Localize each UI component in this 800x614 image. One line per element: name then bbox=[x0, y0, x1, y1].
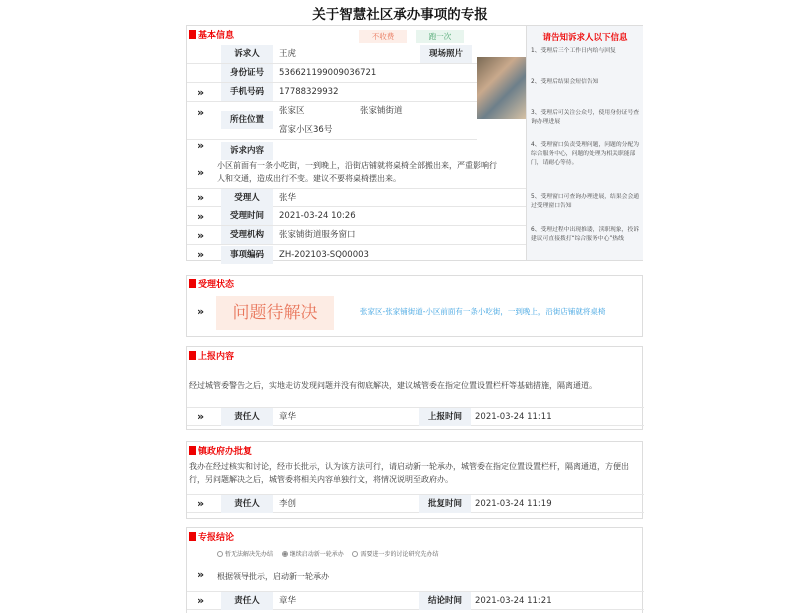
row-address bbox=[187, 102, 477, 140]
label-address: 所住位置 bbox=[221, 111, 273, 129]
expand-arrow[interactable]: » bbox=[197, 228, 205, 242]
row-applicant bbox=[187, 45, 526, 64]
label-agency: 受理机构 bbox=[221, 226, 273, 244]
label-content: 诉求内容 bbox=[221, 142, 273, 160]
notice-item: 3、受理后可关注公众号，使用身份证号查询办理进展 bbox=[531, 110, 640, 125]
label-phone: 手机号码 bbox=[221, 83, 273, 101]
notice-item: 5、受理窗口可查询办理进展，结果会会通过受理窗口告知 bbox=[531, 194, 640, 209]
expand-arrow[interactable]: » bbox=[197, 248, 205, 261]
row-accept-time bbox=[187, 207, 526, 226]
label-conclusion-time: 结论时间 bbox=[419, 592, 471, 610]
expand-arrow[interactable]: » bbox=[197, 106, 205, 119]
value-street: 张家铺街道 bbox=[360, 106, 403, 116]
row-id bbox=[187, 64, 477, 83]
report-content: 经过城管委警告之后，实地走访发现问题并没有彻底解决，建议城管委在指定位置设置栏杆等基础措施，隔离通道。 bbox=[189, 381, 597, 390]
label-applicant: 诉求人 bbox=[221, 45, 273, 63]
notice-title: 请告知诉求人以下信息 bbox=[542, 33, 628, 43]
label-code: 事项编码 bbox=[221, 246, 273, 264]
conclusion-content: 根据领导批示，启动新一轮承办 bbox=[217, 572, 329, 581]
label-handler: 受理人 bbox=[221, 189, 273, 207]
basic-info-panel bbox=[186, 25, 643, 261]
row-handler bbox=[187, 188, 526, 207]
once-tag: 跑一次 bbox=[416, 30, 464, 43]
label-conclusion-person: 责任人 bbox=[221, 592, 273, 610]
section-report: 上报内容 bbox=[189, 349, 234, 362]
value-code: ZH-202103-SQ00003 bbox=[279, 249, 369, 260]
scene-photo[interactable] bbox=[477, 57, 527, 119]
value-id: 536621199009036721 bbox=[279, 68, 377, 78]
option-close-unresolved[interactable]: 暂无法解决先办结 bbox=[217, 549, 273, 558]
conclusion-options bbox=[217, 549, 444, 560]
value-approval-time: 2021-03-24 11:19 bbox=[475, 498, 552, 509]
option-new-round[interactable]: 继续启动新一轮承办 bbox=[282, 549, 344, 558]
status-panel bbox=[186, 275, 643, 337]
status-summary-link[interactable]: 张家区-张家铺街道-小区前面有一条小吃街，一到晚上，沿街店铺就将桌椅 bbox=[360, 307, 606, 316]
radio-icon bbox=[217, 551, 223, 557]
section-basic-info: 基本信息 bbox=[189, 28, 234, 41]
value-handler: 张华 bbox=[279, 192, 297, 203]
expand-arrow[interactable]: » bbox=[197, 568, 205, 581]
section-status: 受理状态 bbox=[189, 277, 234, 290]
option-further-discussion[interactable]: 需要进一步的讨论研究先办结 bbox=[352, 549, 438, 558]
expand-arrow[interactable]: » bbox=[197, 305, 205, 318]
value-phone: 17788329932 bbox=[279, 87, 339, 97]
value-report-person: 章华 bbox=[279, 411, 297, 422]
fee-tag: 不收费 bbox=[359, 30, 407, 43]
value-conclusion-time: 2021-03-24 11:21 bbox=[475, 595, 552, 606]
value-applicant: 王虎 bbox=[279, 49, 297, 59]
row-agency bbox=[187, 226, 526, 245]
conclusion-meta-row bbox=[187, 591, 644, 610]
notice-item: 4、受理窗口负责受理问题，问题的分配为综合服务中心，问题的处理为相关职能部门，请耐心等待。 bbox=[531, 142, 640, 166]
row-code bbox=[187, 245, 526, 264]
notice-panel bbox=[526, 26, 643, 260]
value-conclusion-person: 章华 bbox=[279, 595, 297, 606]
report-meta-row bbox=[187, 407, 644, 426]
approval-meta-row bbox=[187, 494, 644, 513]
value-approval-person: 李创 bbox=[279, 498, 297, 509]
section-approval: 镇政府办批复 bbox=[189, 444, 252, 457]
expand-arrow[interactable]: » bbox=[197, 209, 205, 223]
conclusion-panel bbox=[186, 527, 643, 613]
radio-checked-icon bbox=[282, 551, 288, 557]
label-approval-time: 批复时间 bbox=[419, 495, 471, 513]
value-community: 富家小区36号 bbox=[279, 125, 333, 135]
radio-icon bbox=[352, 551, 358, 557]
section-conclusion: 专报结论 bbox=[189, 530, 234, 543]
value-content: 小区前面有一条小吃街，一到晚上，沿街店铺就将桌椅全部搬出来，严重影响行人和交通，造成出行不变。建议不要将桌椅摆出来。 bbox=[217, 161, 497, 183]
notice-item: 1、受理后三个工作日内给与回复 bbox=[531, 48, 616, 54]
expand-arrow[interactable]: » bbox=[197, 594, 205, 607]
page-title: 关于智慧社区承办事项的专报 bbox=[312, 7, 488, 23]
row-content-label bbox=[187, 141, 526, 160]
expand-arrow[interactable]: » bbox=[197, 191, 205, 204]
report-panel bbox=[186, 346, 643, 430]
label-photo: 现场照片 bbox=[420, 45, 472, 63]
value-accept-time: 2021-03-24 10:26 bbox=[279, 211, 356, 221]
approval-panel bbox=[186, 441, 643, 519]
label-accept-time: 受理时间 bbox=[221, 207, 273, 225]
expand-arrow[interactable]: » bbox=[197, 410, 205, 423]
value-report-time: 2021-03-24 11:11 bbox=[475, 411, 552, 422]
expand-arrow[interactable]: » bbox=[197, 497, 205, 510]
expand-arrow[interactable]: » bbox=[197, 166, 205, 179]
value-district: 张家区 bbox=[279, 106, 305, 116]
status-badge: 问题待解决 bbox=[216, 296, 334, 330]
label-id: 身份证号 bbox=[221, 64, 273, 82]
expand-arrow[interactable]: » bbox=[197, 85, 205, 99]
row-phone bbox=[187, 83, 477, 102]
label-report-person: 责任人 bbox=[221, 408, 273, 426]
notice-item: 2、受理后结果会短信告知 bbox=[531, 79, 599, 85]
expand-arrow[interactable]: » bbox=[197, 139, 205, 152]
label-approval-person: 责任人 bbox=[221, 495, 273, 513]
value-agency: 张家铺街道服务窗口 bbox=[279, 230, 356, 240]
approval-content: 我办在经过核实和讨论，经市长批示，认为该方法可行，请启动新一轮承办，城管委在指定位置设置栏杆，隔离通道，方便出行，另问题解决之后，城管委将相关内容单独行文，将情况说明至政府办。 bbox=[189, 462, 629, 484]
label-report-time: 上报时间 bbox=[419, 408, 471, 426]
notice-item: 6、受理过程中出现推诿，渎职现象，投诉建议可直接拨打“综合服务中心”热线 bbox=[531, 227, 640, 242]
